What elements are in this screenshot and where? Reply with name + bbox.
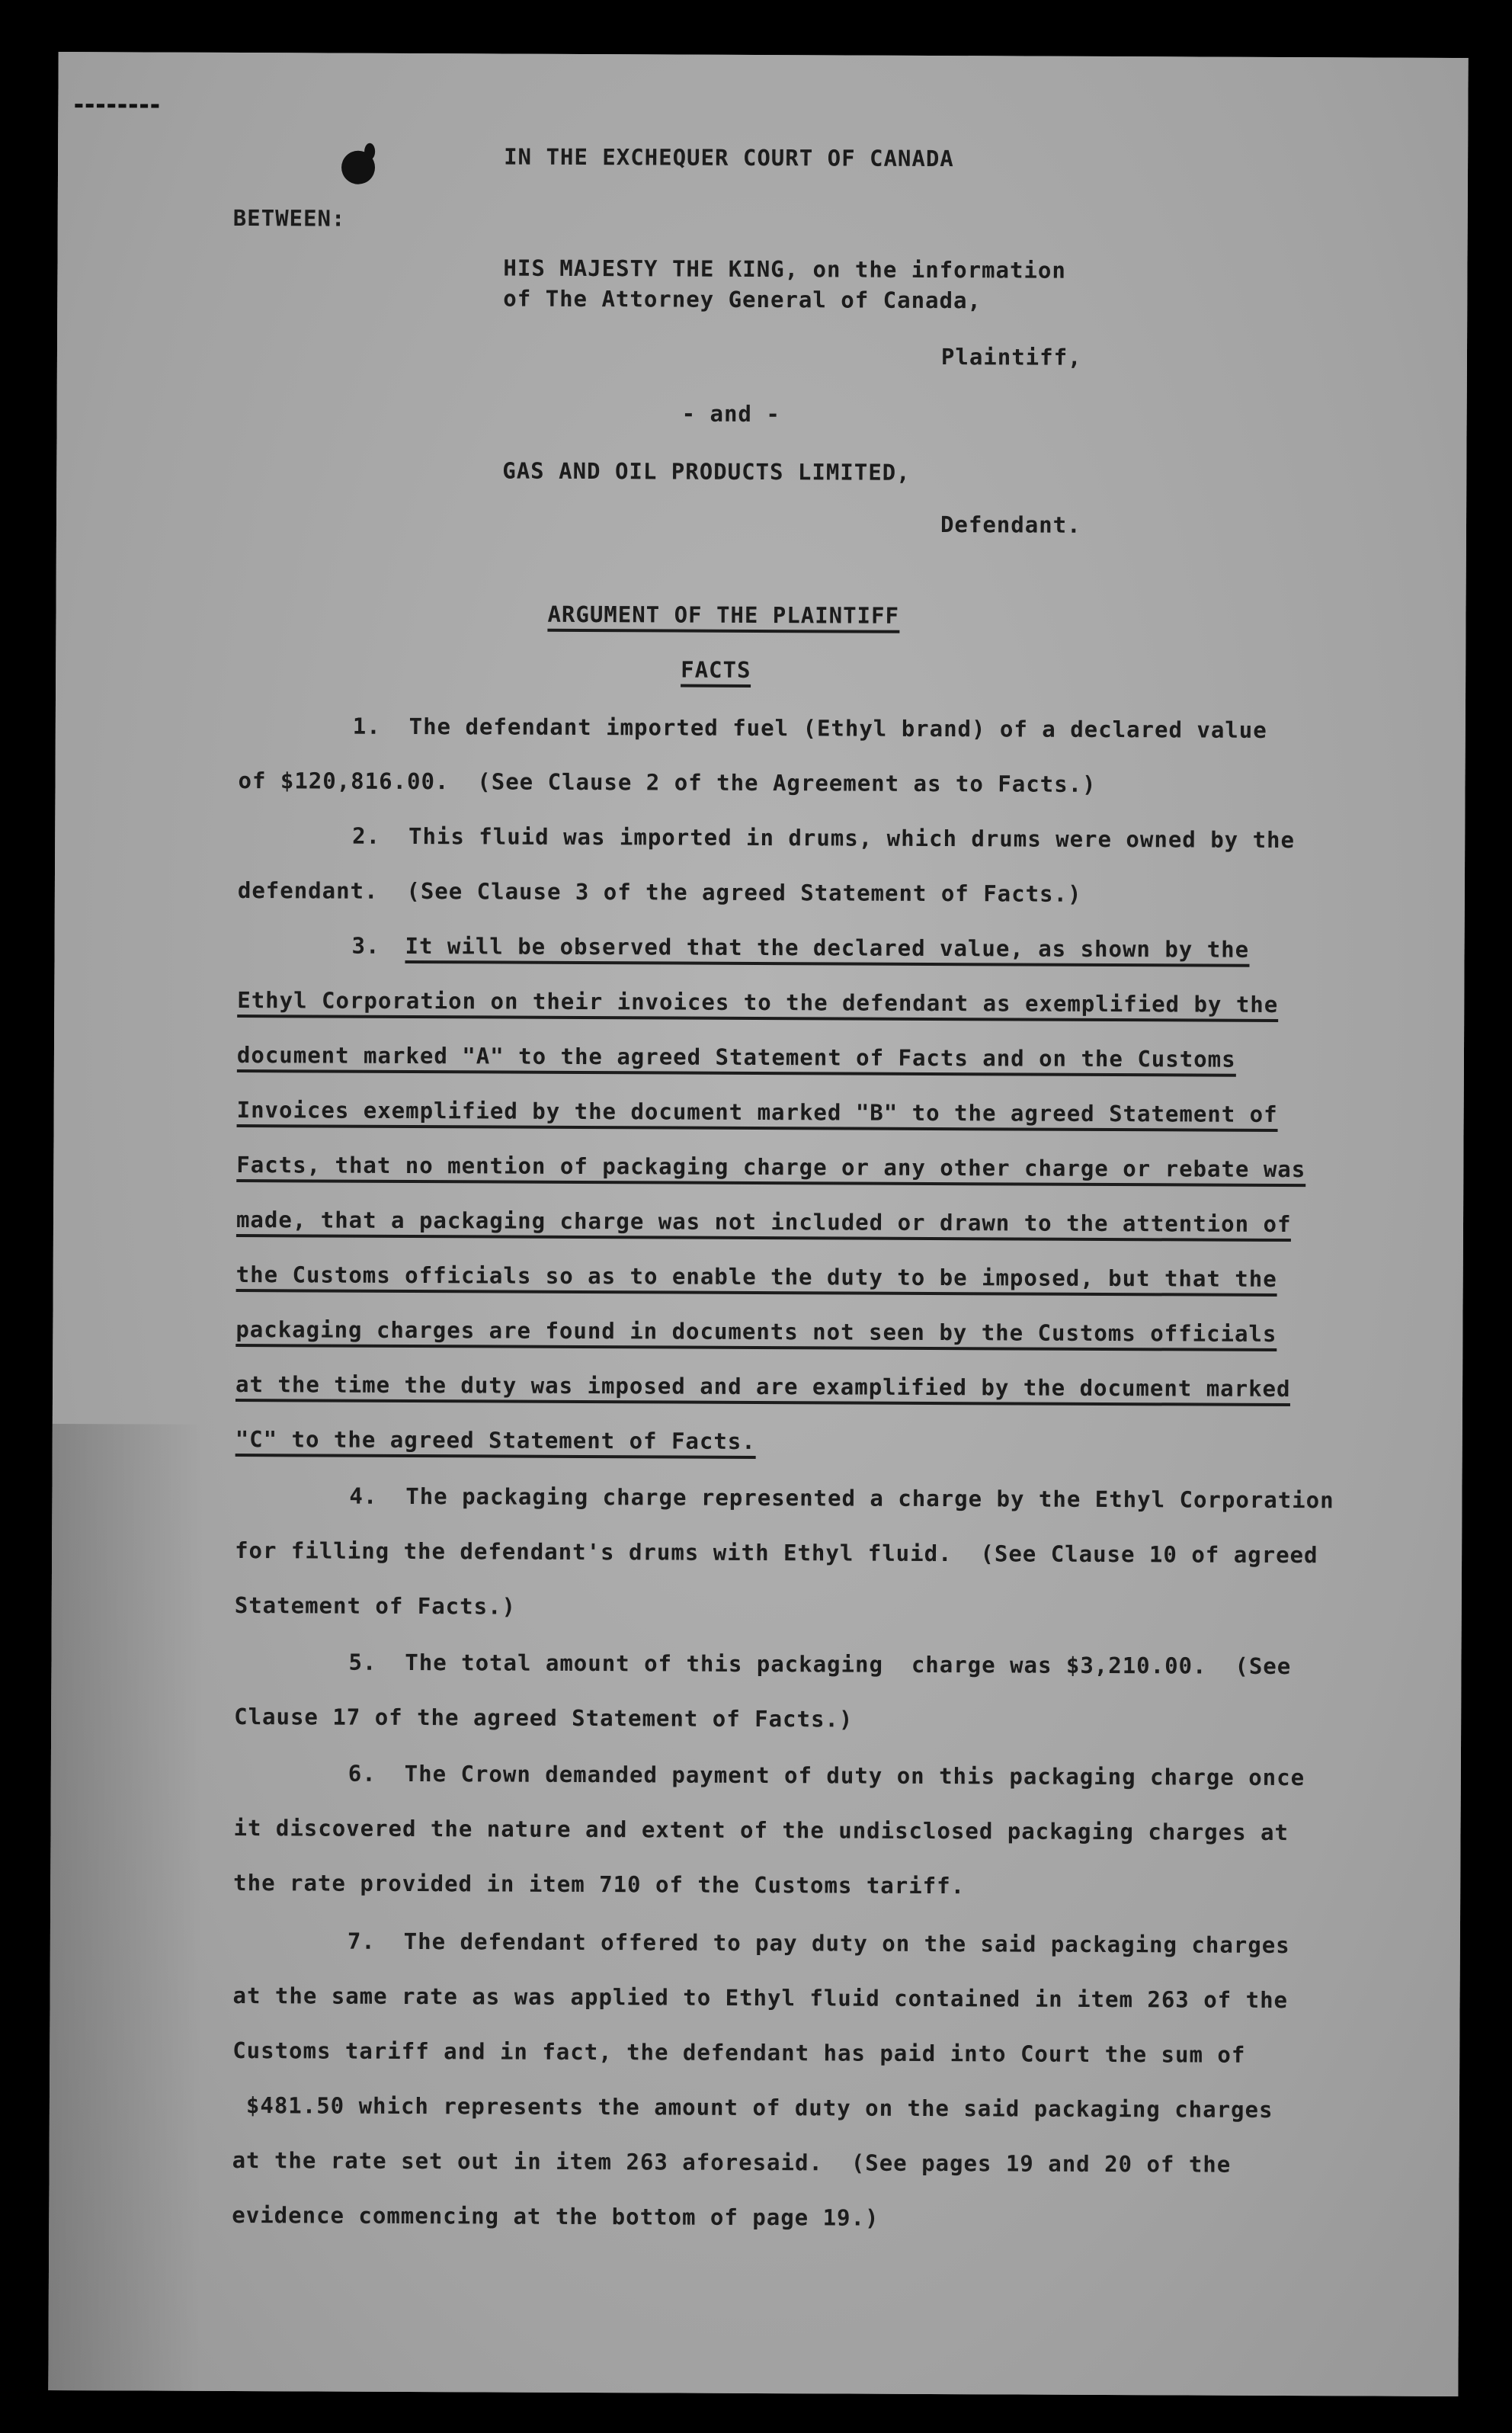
plaintiff-role: Plaintiff, [940,344,1082,370]
plaintiff-line-2: of The Attorney General of Canada, [503,285,982,314]
para-3-line-8: packaging charges are found in documents not seen by the Customs officials [235,1316,1277,1351]
para-3-line-5: Facts, that no mention of packaging charge or any other charge or rebate was [236,1152,1305,1187]
para-1-line-2: of $120,816.00. (See Clause 2 of the Agreement as to Facts.) [238,768,1097,797]
para-6-line-2: it discovered the nature and extent of the undisclosed packaging charges at [233,1815,1289,1846]
para-3-number: 3. [351,932,380,959]
para-7-line-5: at the rate set out in item 263 aforesaid. (See pages 19 and 20 of the [232,2146,1232,2178]
document-page [48,52,1468,2396]
and-separator: - and - [681,400,780,428]
facts-heading: FACTS [681,657,751,688]
defendant-name: GAS AND OIL PRODUCTS LIMITED, [502,457,911,486]
para-7-line-4: $481.50 which represents the amount of duty on the said packaging charges [245,2092,1273,2123]
para-7-line-2: at the same rate as was applied to Ethyl fluid contained in item 263 of the [232,1983,1289,2014]
para-6-line-1: 6. The Crown demanded payment of duty on this packaging charge once [348,1760,1305,1791]
para-5-line-2: Clause 17 of the agreed Statement of Facts.) [234,1704,854,1733]
para-3-line-4: Invoices exemplified by the document marked "B" to the agreed Statement of [237,1097,1278,1132]
argument-heading: ARGUMENT OF THE PLAINTIFF [547,601,899,633]
para-7-line-3: Customs tariff and in fact, the defendant has paid into Court the sum of [232,2037,1246,2068]
para-3-line-9: at the time the duty was imposed and are examplified by the document marked [235,1371,1291,1406]
para-3-line-3: document marked "A" to the agreed Statement of Facts and on the Customs [237,1042,1236,1077]
para-5-line-1: 5. The total amount of this packaging charge was $3,210.00. (See [348,1649,1292,1680]
para-4-line-2: for filling the defendant's drums with Ethyl fluid. (See Clause 10 of agreed [235,1537,1318,1569]
para-7-line-1: 7. The defendant offered to pay duty on the said packaging charges [347,1928,1290,1959]
between-label: BETWEEN: [232,204,346,232]
defendant-role: Defendant. [940,511,1081,538]
para-3-line-10: "C" to the agreed Statement of Facts. [235,1426,756,1459]
para-3-line-2: Ethyl Corporation on their invoices to the defendant as exemplified by the [237,987,1278,1022]
para-4-line-3: Statement of Facts.) [234,1592,517,1620]
para-4-line-1: 4. The packaging charge represented a charge by the Ethyl Corporation [349,1483,1334,1514]
para-7-line-6: evidence commencing at the bottom of page 19.) [232,2201,879,2231]
para-1-line-1: 1. The defendant imported fuel (Ethyl brand) of a declared value [352,713,1267,743]
plaintiff-line-1: HIS MAJESTY THE KING, on the information [503,255,1066,284]
court-heading: IN THE EXCHEQUER COURT OF CANADA [504,143,954,172]
para-2-line-2: defendant. (See Clause 3 of the agreed Statement of Facts.) [237,877,1082,907]
ink-blot [341,151,375,184]
edge-mark [75,104,159,118]
para-6-line-3: the rate provided in item 710 of the Customs tariff. [233,1870,966,1899]
para-3-line-6: made, that a packaging charge was not included or drawn to the attention of [236,1207,1292,1242]
page-shadow [48,1424,205,2391]
para-3-line-7: the Customs officials so as to enable the duty to be imposed, but that the [236,1261,1277,1297]
para-2-line-1: 2. This fluid was imported in drums, which drums were owned by the [352,822,1296,854]
para-3-line-1: It will be observed that the declared value, as shown by the [405,933,1249,967]
